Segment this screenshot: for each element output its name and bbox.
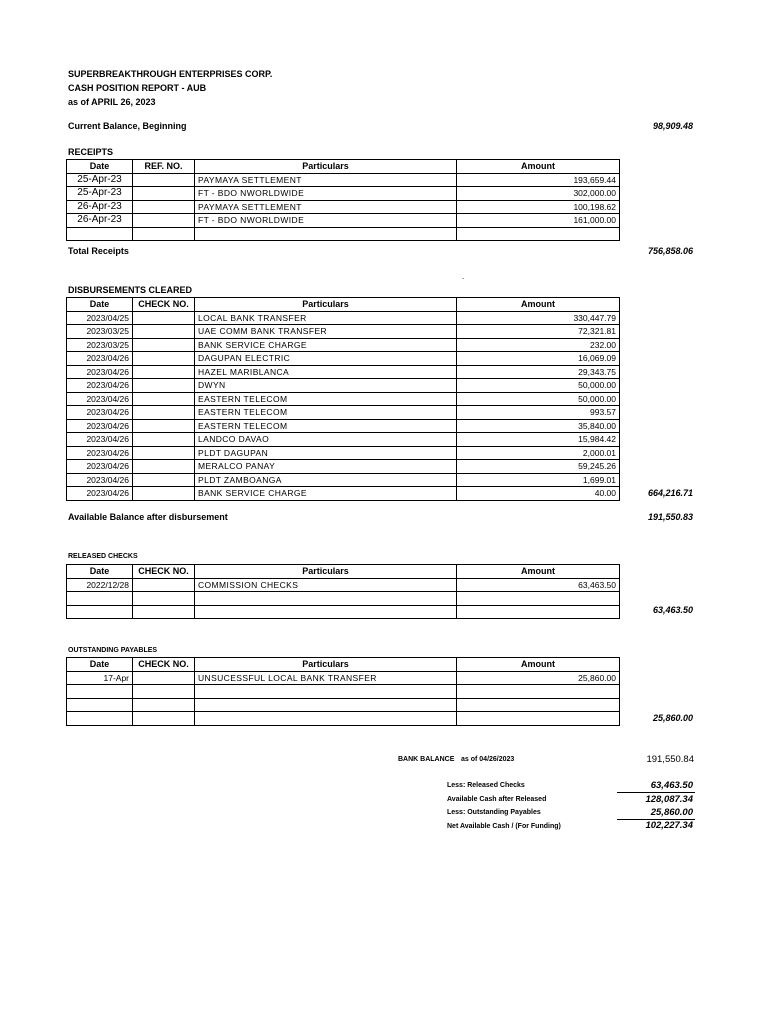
payable-row (67, 712, 620, 726)
cell-amount: 63,463.50 (457, 578, 620, 592)
receipt-row (67, 227, 620, 241)
cell-check (133, 392, 195, 406)
cell-particulars (195, 685, 457, 699)
col-header-check: CHECK NO. (133, 565, 195, 579)
cell-date (67, 592, 133, 606)
disbursement-row (67, 419, 620, 433)
stray-mark: . (462, 272, 465, 281)
col-header-date: Date (67, 658, 133, 672)
payable-row (67, 671, 620, 685)
cell-date: 2023/04/26 (67, 460, 133, 474)
report-header (68, 67, 272, 109)
receipts-table (66, 159, 620, 241)
cell-amount: 15,984.42 (457, 433, 620, 447)
cell-check (133, 446, 195, 460)
disbursement-row (67, 365, 620, 379)
cell-particulars: PAYMAYA SETTLEMENT (195, 173, 457, 187)
cell-particulars: BANK SERVICE CHARGE (195, 338, 457, 352)
cell-amount: 40.00 (457, 487, 620, 501)
col-header-check: CHECK NO. (133, 658, 195, 672)
payable-row (67, 685, 620, 699)
cell-date (67, 685, 133, 699)
cell-particulars: PLDT DAGUPAN (195, 446, 457, 460)
receipts-title: RECEIPTS (68, 147, 114, 157)
report-date: as of APRIL 26, 2023 (68, 97, 156, 107)
cell-date: 2023/04/26 (67, 365, 133, 379)
col-header-particulars: Particulars (195, 160, 457, 174)
cell-ref (133, 187, 195, 201)
disbursement-row (67, 487, 620, 501)
cell-date: 2023/04/26 (67, 446, 133, 460)
disbursement-row (67, 338, 620, 352)
col-header-amount: Amount (457, 565, 620, 579)
cell-particulars: UNSUCESSFUL LOCAL BANK TRANSFER (195, 671, 457, 685)
cell-amount: 50,000.00 (457, 379, 620, 393)
cell-amount: 2,000.01 (457, 446, 620, 460)
col-header-amount: Amount (457, 298, 620, 312)
disbursement-row (67, 473, 620, 487)
cell-date: 25-Apr-23 (67, 187, 133, 201)
cell-check (133, 592, 195, 606)
cell-amount: 16,069.09 (457, 352, 620, 366)
cell-ref (133, 227, 195, 241)
cell-amount (457, 227, 620, 241)
disbursements-header-row (67, 298, 620, 312)
cell-particulars: PLDT ZAMBOANGA (195, 473, 457, 487)
released-check-row (67, 605, 620, 619)
receipt-row (67, 187, 620, 201)
col-header-amount: Amount (457, 160, 620, 174)
cell-check (133, 487, 195, 501)
col-header-date: Date (67, 160, 133, 174)
released-total: 63,463.50 (652, 605, 693, 615)
available-after-value: 191,550.83 (647, 512, 693, 522)
cell-particulars: EASTERN TELECOM (195, 392, 457, 406)
cell-particulars: COMMISSION CHECKS (195, 578, 457, 592)
bank-balance-label: BANK BALANCE (398, 756, 455, 763)
cell-particulars: EASTERN TELECOM (195, 406, 457, 420)
cell-ref (133, 200, 195, 214)
col-header-particulars: Particulars (195, 658, 457, 672)
cell-date: 2023/04/26 (67, 392, 133, 406)
cell-particulars: PAYMAYA SETTLEMENT (195, 200, 457, 214)
bank-balance-value: 191,550.84 (646, 754, 694, 765)
cell-amount (457, 685, 620, 699)
cell-amount: 100,198.62 (457, 200, 620, 214)
col-header-date: Date (67, 565, 133, 579)
cell-particulars: DAGUPAN ELECTRIC (195, 352, 457, 366)
disbursement-row (67, 392, 620, 406)
summary-label-available: Available Cash after Released (447, 796, 547, 803)
cell-check (133, 419, 195, 433)
outstanding-title: OUTSTANDING PAYABLES (68, 647, 158, 654)
disbursement-row (67, 379, 620, 393)
beginning-balance-label: Current Balance, Beginning (68, 121, 187, 131)
released-table (66, 564, 620, 619)
cell-amount: 161,000.00 (457, 214, 620, 228)
col-header-check: CHECK NO. (133, 298, 195, 312)
cell-date: 2023/04/25 (67, 311, 133, 325)
summary-label-net: Net Available Cash / (For Funding) (447, 823, 561, 830)
cell-check (133, 406, 195, 420)
cell-particulars (195, 605, 457, 619)
disbursement-row (67, 433, 620, 447)
cell-amount: 72,321.81 (457, 325, 620, 339)
summary-value-outstanding: 25,860.00 (650, 807, 693, 818)
cell-particulars: DWYN (195, 379, 457, 393)
cell-check (133, 325, 195, 339)
receipt-row (67, 200, 620, 214)
cell-particulars: MERALCO PANAY (195, 460, 457, 474)
cell-date: 26-Apr-23 (67, 200, 133, 214)
cell-amount: 25,860.00 (457, 671, 620, 685)
summary-label-outstanding: Less: Outstanding Payables (447, 809, 541, 816)
cell-amount: 29,343.75 (457, 365, 620, 379)
cell-date: 2023/03/25 (67, 325, 133, 339)
payable-row (67, 698, 620, 712)
cell-check (133, 698, 195, 712)
cell-check (133, 671, 195, 685)
cell-check (133, 365, 195, 379)
disbursements-table (66, 297, 620, 501)
cell-date: 2023/04/26 (67, 406, 133, 420)
cell-amount: 193,659.44 (457, 173, 620, 187)
cell-particulars: BANK SERVICE CHARGE (195, 487, 457, 501)
disbursement-row (67, 406, 620, 420)
total-receipts-value: 756,858.06 (647, 246, 693, 256)
outstanding-table (66, 657, 620, 726)
cell-check (133, 578, 195, 592)
summary-label-released: Less: Released Checks (447, 782, 525, 789)
cell-amount: 59,245.26 (457, 460, 620, 474)
released-title: RELEASED CHECKS (68, 553, 138, 560)
cell-particulars (195, 227, 457, 241)
cell-date (67, 227, 133, 241)
company-name: SUPERBREAKTHROUGH ENTERPRISES CORP. (68, 69, 273, 79)
summary-value-available: 128,087.34 (645, 794, 693, 805)
cell-particulars (195, 712, 457, 726)
cell-amount (457, 698, 620, 712)
cell-check (133, 311, 195, 325)
outstanding-total: 25,860.00 (652, 713, 693, 723)
disbursement-row (67, 311, 620, 325)
cell-date (67, 712, 133, 726)
report-title: CASH POSITION REPORT - AUB (68, 83, 207, 93)
cell-check (133, 685, 195, 699)
cell-date: 2023/04/26 (67, 419, 133, 433)
cell-date: 25-Apr-23 (67, 173, 133, 187)
cell-date: 2023/04/26 (67, 352, 133, 366)
released-check-row (67, 592, 620, 606)
cell-amount: 1,699.01 (457, 473, 620, 487)
outstanding-header-row (67, 658, 620, 672)
cell-amount (457, 592, 620, 606)
cell-amount: 302,000.00 (457, 187, 620, 201)
cell-ref (133, 173, 195, 187)
cell-check (133, 473, 195, 487)
total-receipts-label: Total Receipts (68, 246, 129, 256)
cell-particulars (195, 698, 457, 712)
receipt-row (67, 214, 620, 228)
cell-check (133, 338, 195, 352)
cell-particulars: UAE COMM BANK TRANSFER (195, 325, 457, 339)
cell-check (133, 712, 195, 726)
cell-check (133, 379, 195, 393)
cell-date: 2023/04/26 (67, 433, 133, 447)
cell-particulars: FT - BDO NWORLDWIDE (195, 187, 457, 201)
disbursements-total: 664,216.71 (647, 488, 693, 498)
released-header-row (67, 565, 620, 579)
cell-check (133, 460, 195, 474)
cell-particulars (195, 592, 457, 606)
cell-date (67, 605, 133, 619)
disbursement-row (67, 325, 620, 339)
available-after-label: Available Balance after disbursement (68, 512, 228, 522)
col-header-particulars: Particulars (195, 298, 457, 312)
cell-date: 17-Apr (67, 671, 133, 685)
cell-date: 26-Apr-23 (67, 214, 133, 228)
cell-date: 2023/04/26 (67, 379, 133, 393)
cell-amount: 993.57 (457, 406, 620, 420)
disbursement-row (67, 460, 620, 474)
cell-date: 2022/12/28 (67, 578, 133, 592)
col-header-amount: Amount (457, 658, 620, 672)
cell-date: 2023/04/26 (67, 487, 133, 501)
summary-value-net: 102,227.34 (645, 820, 693, 831)
cell-date: 2023/04/26 (67, 473, 133, 487)
cell-date (67, 698, 133, 712)
cell-amount: 50,000.00 (457, 392, 620, 406)
cell-particulars: EASTERN TELECOM (195, 419, 457, 433)
cell-check (133, 433, 195, 447)
cell-amount: 330,447.79 (457, 311, 620, 325)
cell-amount: 232.00 (457, 338, 620, 352)
col-header-date: Date (67, 298, 133, 312)
cell-particulars: HAZEL MARIBLANCA (195, 365, 457, 379)
cell-amount: 35,840.00 (457, 419, 620, 433)
cell-particulars: LANDCO DAVAO (195, 433, 457, 447)
summary-underline (617, 792, 695, 793)
bank-balance-asof: as of 04/26/2023 (461, 756, 515, 763)
cell-date: 2023/03/25 (67, 338, 133, 352)
col-header-ref: REF. NO. (133, 160, 195, 174)
disbursements-title: DISBURSEMENTS CLEARED (68, 285, 193, 295)
receipt-row (67, 173, 620, 187)
cell-check (133, 352, 195, 366)
col-header-particulars: Particulars (195, 565, 457, 579)
released-check-row (67, 578, 620, 592)
receipts-header-row (67, 160, 620, 174)
cell-particulars: LOCAL BANK TRANSFER (195, 311, 457, 325)
beginning-balance-value: 98,909.48 (652, 121, 693, 131)
cell-ref (133, 214, 195, 228)
summary-value-released: 63,463.50 (650, 780, 693, 791)
cell-check (133, 605, 195, 619)
cell-particulars: FT - BDO NWORLDWIDE (195, 214, 457, 228)
disbursement-row (67, 352, 620, 366)
disbursement-row (67, 446, 620, 460)
